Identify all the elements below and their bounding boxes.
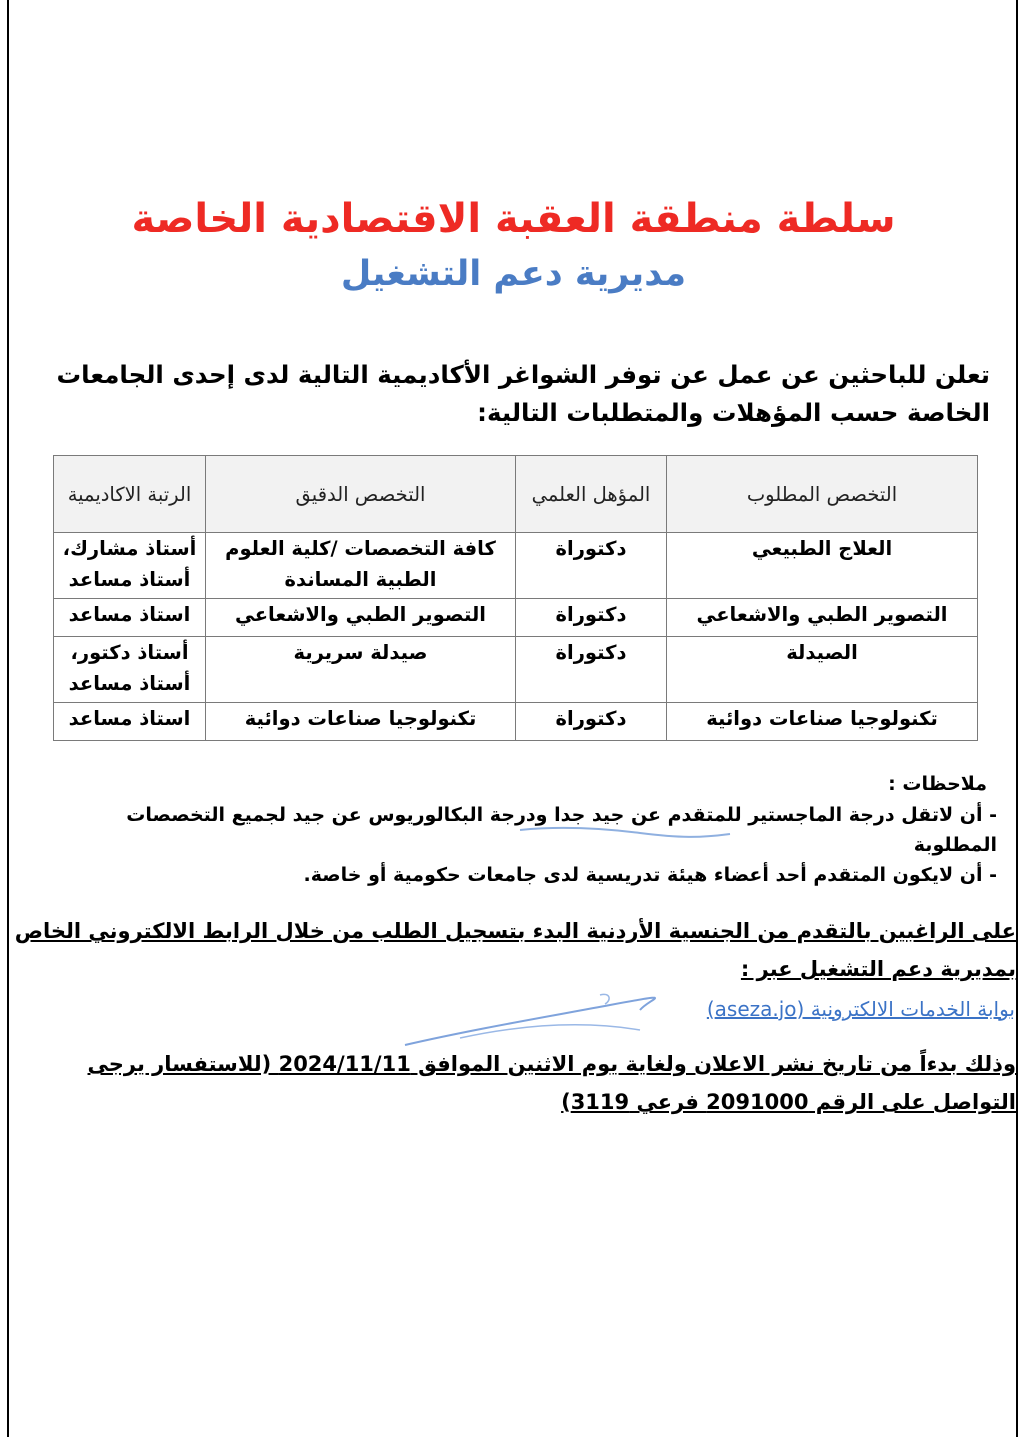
intro-paragraph: تعلن للباحثين عن عمل عن توفر الشواغر الأكاديمية التالية لدى إحدى الجامعات الخاصة حسب المؤهلات والمتطلبات التالية: — [56, 360, 990, 427]
table-row — [54, 703, 978, 741]
cell-sub-specialty: تكنولوجيا صناعات دوائية — [206, 703, 516, 741]
vacancies-table — [53, 455, 978, 741]
scribble-stroke — [460, 1025, 640, 1038]
cell-rank: أستاذ مشارك، أستاذ مساعد — [54, 533, 206, 599]
eservices-portal-link[interactable]: بوابة الخدمات الالكترونية (aseza.jo) — [706, 997, 1015, 1021]
cell-qualification: دكتوراة — [516, 599, 667, 637]
apply-instructions: على الراغبين بالتقدم من الجنسية الأردنية البدء بتسجيل الطلب من خلال الرابط الالكتروني الخاص بمديرية دعم التشغيل عبر : — [14, 919, 1016, 981]
cell-rank: أستاذ دكتور، أستاذ مساعد — [54, 637, 206, 703]
note-item: - أن لايكون المتقدم أحد أعضاء هيئة تدريسية لدى جامعات حكومية أو خاصة. — [37, 860, 997, 890]
cell-rank: استاذ مساعد — [54, 703, 206, 741]
header-sub-specialty: التخصص الدقيق — [206, 456, 516, 533]
application-period: وذلك بدءاً من تاريخ نشر الاعلان ولغاية يوم الاثنين الموافق 2024/11/11 (للاستفسار يرجى التواصل على الرقم 2091000 فرعي 3119) — [87, 1052, 1016, 1114]
cell-rank: استاذ مساعد — [54, 599, 206, 637]
cell-qualification: دكتوراة — [516, 533, 667, 599]
cell-specialty: التصوير الطبي والاشعاعي — [667, 599, 978, 637]
scribble-stroke — [405, 998, 655, 1045]
cell-sub-specialty: صيدلة سريرية — [206, 637, 516, 703]
header-qualification: المؤهل العلمي — [516, 456, 667, 533]
cell-qualification: دكتوراة — [516, 637, 667, 703]
notes-list — [37, 800, 997, 890]
table-row — [54, 533, 978, 599]
cell-specialty: الصيدلة — [667, 637, 978, 703]
scribble-stroke — [600, 994, 609, 1004]
notes-title: ملاحظات : — [888, 773, 987, 795]
cell-sub-specialty: التصوير الطبي والاشعاعي — [206, 599, 516, 637]
table-row — [54, 637, 978, 703]
table-header-row — [54, 456, 978, 533]
table-row — [54, 599, 978, 637]
cell-specialty: تكنولوجيا صناعات دوائية — [667, 703, 978, 741]
cell-qualification: دكتوراة — [516, 703, 667, 741]
note-item: - أن لاتقل درجة الماجستير للمتقدم عن جيد جدا ودرجة البكالوريوس عن جيد لجميع التخصصات المطلوبة — [37, 800, 997, 860]
header-specialty: التخصص المطلوب — [667, 456, 978, 533]
header-rank: الرتبة الاكاديمية — [54, 456, 206, 533]
directorate-title: مديرية دعم التشغيل — [340, 254, 687, 294]
authority-title: سلطة منطقة العقبة الاقتصادية الخاصة — [131, 196, 896, 242]
cell-specialty: العلاج الطبيعي — [667, 533, 978, 599]
cell-sub-specialty: كافة التخصصات /كلية العلوم الطبية المساندة — [206, 533, 516, 599]
